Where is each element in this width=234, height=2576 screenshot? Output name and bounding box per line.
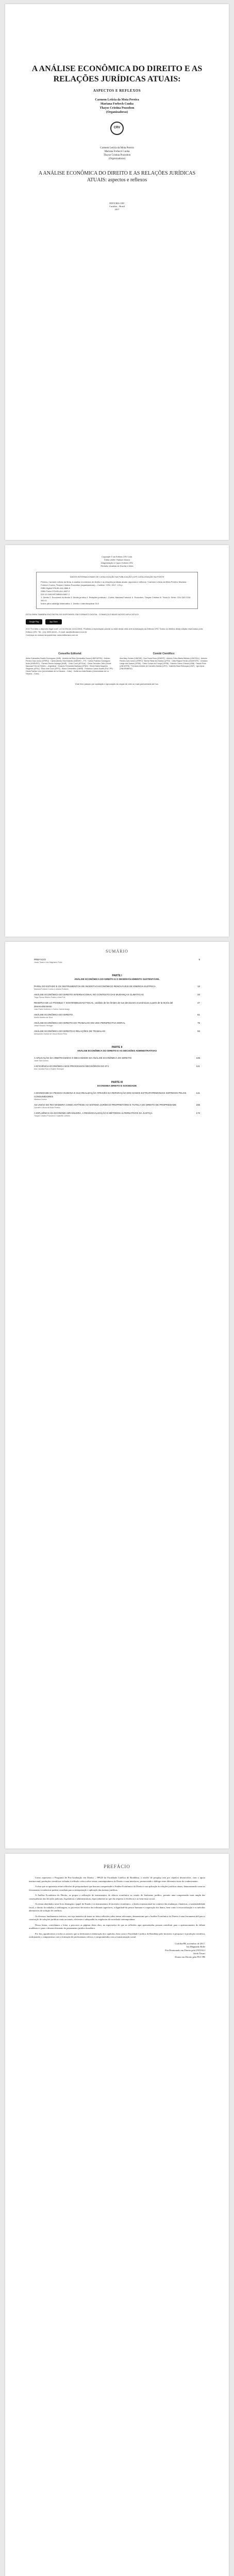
council-members: Aldira Guimarães Duarte Domínguez (UNB) · Andréia da Silva Quintanilha Sousa (UNIR/UFRN) · Antônio Pereira Gaio Júnior (UFRRJ) · Carlos Alberto Vilar Estêvão (UMINHO – PT) · Carlos Federico Dominguez Avila (UNIEURO) · Carmen Tereza Velanga (UNIR) · Celso Conti (UFSCar) · Cesar Gerónimo Tello (Univer. Nacional Três de Febrero – Argentina) · Eduardo Fernandes Barbosa (UFMG) · Elione Maria Nogueira Diogenes (UFAL) · Élsio José Corá (UFFS) · Elizeu Clementino (UNEB) · Francisco Carlos Duarte (PUC-PR) · Gloria Fariñas León (Universidade de La Havana – Cuba) · Guillermo Arias Beatón (Universidade de La Havana – Cuba)	[26, 657, 114, 675]
store-badges	[26, 619, 208, 624]
copyright-block	[26, 555, 208, 568]
entry-page: 105	[196, 1057, 200, 1059]
entry-page: 61	[197, 1013, 200, 1016]
signature-line: Jacob Tiwari	[193, 1952, 205, 1955]
entry-page: 173	[196, 1112, 200, 1114]
entry-page: 141	[196, 1092, 200, 1094]
entry-authors: Mariana Gomes	[34, 1098, 47, 1100]
signature-line: Isis Magnardo Robe	[186, 1945, 205, 1948]
entry-title: A DIGNIDADE DA PESSOA HUMANA E SUA REALIZAÇÃO ATRAVÉS DA REPARAÇÃO DOS DANOS EXTRAPATRIMONIAIS SOFRIDOS PELOS CONSUMIDORES	[34, 1092, 187, 1098]
summary-entry	[34, 1056, 200, 1062]
preface-paragraph: Os diversos fundamentos teóricos, em cuja tentativa de trazer ao leitor reflexões sobre temas relevantes, demonstram que a Análise Econômica do Direito é uma ferramenta útil para a construção de soluções jurídicas mais racionais, eficientes e adequadas às exigências da sociedade contemporânea.	[29, 1914, 205, 1921]
editor-name: Thayse Cristina Pozzobon	[99, 107, 135, 110]
copyright-line: Diagramação e Capa: Editora CRV	[101, 562, 133, 564]
entry-title: ANÁLISE ECONÔMICA DO DIREITO	[34, 1013, 73, 1016]
book-subtitle: ASPECTOS E REFLEXOS	[93, 89, 141, 93]
entry-row[interactable]	[34, 1091, 200, 1098]
summary-entry	[34, 1111, 200, 1117]
copyright-line: Revisão: Analista de Escrita e Artes	[101, 565, 133, 567]
entry-authors: Tiago Penna Ribeiro Prates e Ariel Poli	[34, 996, 65, 998]
entry-row[interactable]	[34, 1001, 200, 1008]
preface-paragraph: A Análise Econômica do Direito, ao propor a utilização de instrumentos da ciência econômica no estudo do fenômeno jurídico, permite uma compreensão mais ampla das consequências das decisões judiciais, legislativas e administrativas, especialmente no que diz respeito à eficiência e ao bem-estar social.	[29, 1894, 205, 1900]
preface-paragraph: Dessa forma, convidamos o leitor a percorrer as páginas desta obra, na expectativa de que as reflexões aqui apresentadas possam contribuir para o aprimoramento do debate acadêmico e para o desenvolvimento do pensamento jurídico brasileiro.	[29, 1923, 205, 1929]
summary-entry	[34, 1103, 200, 1109]
summary-entry	[34, 1064, 200, 1071]
entry-row[interactable]	[34, 1029, 200, 1033]
cip-text: Pereira, Carmem Letícia da Mota. A análise econômica do direito e as relações jurídicas atuais: aspectos e reflexos / Carmem Letícia da Mota Pereira, Mariana Forbech Cunha, Thayse Cristina Pozzobon (organizadoras) – Curitiba : CRV, 2017. 176 p.	[41, 581, 187, 586]
entry-title: A APLICAÇÃO DA ARBITRAGEM E O MECANISMO DA ANÁLISE ECONÔMICA DO DIREITO	[34, 1057, 131, 1059]
signature-line: Pós-Doutorando em Direito pela UNIVALI	[165, 1948, 205, 1952]
entry-page: 47	[197, 1002, 200, 1004]
entry-row[interactable]	[34, 1013, 200, 1016]
entry-page: 13	[197, 985, 200, 988]
part-label: PARTE II	[111, 1046, 123, 1049]
editor-name: Carmem Letícia da Mota Pereira	[95, 98, 139, 101]
entry-row[interactable]	[34, 985, 200, 988]
editor-role: (Organizadoras)	[106, 111, 128, 114]
signature-line: Curitiba/PR, novembro de 2017.	[175, 1942, 205, 1945]
publisher-logo	[110, 122, 124, 135]
cover-editors	[5, 98, 229, 114]
entry-title: A EFICIÊNCIA ECONÔMICA NOS PROCESSOS DECISÓRIOS DO STJ	[34, 1065, 109, 1067]
summary-title: SUMÁRIO	[106, 949, 128, 954]
entry-authors: Ana Carolina Ruiz e Duarte Henrique	[34, 1068, 64, 1070]
cip-box	[36, 572, 198, 609]
entry-row[interactable]	[34, 1103, 200, 1107]
isbn-line: ISBN Digital 978-85-444-1866-5	[41, 587, 70, 589]
entry-authors: Jessé Honorio Heringer	[34, 1025, 53, 1027]
site-text: Conheça os nossos lançamentos: www.editoracrv.com.br	[26, 634, 78, 636]
entry-page: 121	[196, 1065, 200, 1067]
entry-title: PAPEL DO ESTADO E OS INSTRUMENTOS DE INCENTIVO ECONÔMICO RENOVÁVEIS DE ENERGIA ELÉTRICA	[34, 985, 156, 988]
preface-paragraph: Por fim, agradecemos a todos os autores que se dedicaram à elaboração dos capítulos, bem como à Faculdade Católica de Rondônia pelo incentivo à pesquisa e à produção científica, reafirmando o compromisso com a formação de profissionais críticos e comprometidos com a transformação social.	[29, 1932, 205, 1938]
book-title: A ANÁLISE ECONÔMICA DO DIREITO E AS RELAÇÕES JURÍDICAS ATUAIS:	[31, 64, 203, 83]
cip-header: DADOS INTERNACIONAIS DE CATALOGAÇÃO NA PUBLICAÇÃO (CIP) CATALOGAÇÃO NA FONTE	[70, 575, 164, 578]
entry-page: 75	[197, 1022, 200, 1024]
part-name: ECONOMIA DIREITO E SOCIEDADE	[97, 1084, 137, 1087]
editorial-council	[26, 652, 114, 675]
isbn-line: ISBN Físico 978-85-444-1867-2	[41, 590, 70, 592]
part-name: ANÁLISE ECONÔMICA DO DIREITO E AS DECISÕES ADMINISTRATIVAS	[77, 1049, 157, 1052]
entry-row[interactable]	[34, 958, 200, 961]
committee-title: Comitê Científico:	[153, 652, 175, 655]
preface-signature	[29, 1942, 205, 1959]
preface-page	[5, 1854, 229, 2576]
preface-paragraph: Os temas abordados neste livro abrangem o papel do Estado e os instrumentos de incentivo econômico, o direito internacional no contexto das mudanças climáticas, a sustentabilidade fiscal, o direito do trabalho, a arbitragem, os processos decisórios dos tribunais superiores, a dignidade da pessoa humana e a reparação dos danos, bem como a ressocialização e os métodos alternativos de solução de conflitos.	[29, 1903, 205, 1912]
entry-row[interactable]	[34, 1111, 200, 1115]
entry-authors: Jacob Tiwari e Isis Magnardo Robe	[34, 961, 62, 963]
google-play-badge[interactable]: Google Play	[26, 619, 42, 624]
peer-review-note: Este livro passou por avaliação e aprovação às cegas de dois ou mais pareceristas ad hoc.	[75, 683, 159, 685]
summary-entry	[34, 1091, 200, 1101]
cip-subjects: 1. Direito 2. Economia do direito 3. Direito jurídico 4. Relações jurídicas I. Cunha, Mariana Forbech. II. Pozzobon, Thayse Cristina III. Título IV. Série. CDU 340 CDD 340.11	[41, 596, 191, 602]
entry-row[interactable]	[34, 993, 200, 996]
entry-title: RESERVA DE LO POSIBLE Y SOSTENIBILIDAD FISCAL: análisis de los límites de sus decisiones económicas a partir de la teoría del desenvolvimiento	[34, 1002, 173, 1008]
publisher-info	[5, 202, 229, 211]
entry-row[interactable]	[34, 1064, 200, 1068]
copyright-line: Editor-chefe: Railson Moura	[104, 558, 130, 561]
summary-entry	[34, 1029, 200, 1036]
preface-paragraph: Como representa o Programa de Pós-Graduação em Direito – PPGD da Faculdade Católica de Rondônia, o núcleo de pesquisa tem por objetivo desenvolver, com o apoio institucional, produções científicas voltadas à reflexão crítica sobre temas contemporâneos do Direito e suas interfaces, promovendo o diálogo entre diferentes áreas do conhecimento.	[29, 1876, 205, 1883]
entry-title: ANÁLISE ECONÔMICA DO DIREITO E RELAÇÕES DE TRABALHO	[34, 1030, 106, 1032]
publisher-city: Curitiba – Brasil	[109, 205, 125, 208]
summary-page	[5, 942, 229, 1849]
summary-entry	[34, 958, 200, 964]
entry-authors: Adolfo Martins da Silva	[34, 1016, 53, 1019]
publisher-year: 2017	[114, 208, 120, 211]
part-label: PARTE III	[111, 1081, 123, 1084]
summary-entry	[34, 985, 200, 991]
entry-title: ANÁLISE ECONÔMICA DO DIREITO INTERNACIONAL NO CONTEXTO DAS MUDANÇAS CLIMÁTICAS	[34, 993, 144, 996]
council-title: Conselho Editorial:	[58, 652, 82, 655]
entry-page: 9	[198, 958, 200, 961]
inner-editors	[5, 146, 229, 161]
editor-name: Carmem Letícia da Mota Pereira	[100, 147, 134, 149]
publisher-logo-text: CRV	[113, 126, 121, 129]
preface-title: PREFÁCIO	[104, 1864, 130, 1869]
inner-title: A ANÁLISE ECONÔMICA DO DIREITO E AS RELAÇÕES JURÍDICAS ATUAIS: aspectos e reflexos	[38, 171, 196, 183]
cover-page	[5, 4, 229, 540]
summary-entry	[34, 993, 200, 999]
council-section	[26, 652, 208, 675]
entry-authors: Juan Pablo Gutiérrez e Carlos Cabral Araújo	[34, 1008, 70, 1010]
entry-title: ANÁLISE ECONÔMICA DO DIREITO DO TRABALHO EM UMA PERSPECTIVA MORAL	[34, 1022, 126, 1024]
entry-title: A INFLUÊNCIA DA ECONOMIA BRASILEIRA, A RESSOCIALIZAÇÃO E MÉTODOS ALTERNATIVOS DA JUSTIÇA	[34, 1112, 153, 1114]
digital-notice: ESTA OBRA TAMBÉM ENCONTRA-SE DISPONÍVEL EM FORMATO DIGITAL. CONHEÇA E BAIXE NOSSO APLICATIVO!	[26, 613, 139, 616]
entry-page: 155	[196, 1104, 200, 1106]
entry-page: 33	[197, 993, 200, 996]
preface-body	[29, 1876, 205, 1939]
entry-row[interactable]	[34, 1021, 200, 1025]
entry-authors: Alessandra Santos de Jesus Moura Pinto	[34, 1033, 68, 1035]
doi-line: DOI 10.24824/978854441867.2	[41, 593, 70, 596]
scientific-committee	[120, 652, 208, 675]
part-name: ANÁLISE ECONÔMICA DO DIREITO E O DESENVOLVIMENTO SUSTENTÁVEL	[74, 978, 160, 980]
part-label: PARTE I	[112, 974, 122, 977]
app-store-badge[interactable]: App Store	[45, 619, 62, 624]
entry-authors: Mariana Forbech Cunha e Juliana Forbech	[34, 988, 69, 990]
cip-index: Índice para catálogo sistemático 1. Direito e interdisciplinar 34.0	[41, 602, 99, 605]
summary-entry	[34, 1013, 200, 1019]
entry-authors: Thayse Cristina Pozzobon e Isabelle Lofrano	[34, 1115, 70, 1117]
summary-entry	[34, 1001, 200, 1011]
entry-page: 93	[197, 1030, 200, 1032]
summary-body	[34, 958, 200, 1117]
catalog-page	[5, 545, 229, 937]
entry-authors: Carmem Letícia da Mota Pereira	[34, 1107, 60, 1109]
entry-authors: Janer Sali Gomes	[34, 1060, 48, 1062]
committee-members: Ana Mary Gomes (UNIPAR) · Ana Paula Rosa (UNIESP) · Antônio Celso Baeta Minhoto (UNICSUL) · Antonio Pereira Gaio Júnior (UFRRJ) · Brena Ribas dos Santos (UFRJ) · Célia Regina Ferrari (UNIOESTE) · Cristiano Lange dos Santos (UFSM) · Fábio Gomes de França (UFRN) · Fabricio Carlos Chiossi (UNB) · Fausto Pinto (UNIVATES) · Fernando Antônio de Carvalho Dantas (UFG) · Gabriela Maia Rebouças (UNIT) · Igor Ajouz (UNIGRANRIO)	[120, 657, 208, 670]
preface-paragraph: A obra que se apresenta reúne reflexões de pesquisadores que buscam compreender a Análise Econômica do Direito e sua aplicação às relações jurídicas atuais, demonstrando como as ferramentas econômicas podem contribuir para a interpretação e aplicação das normas jurídicas.	[29, 1885, 205, 1891]
rights-text: 2017 Foi feito o depósito legal conf. Lei 10.994 de 14/12/2004. Proibida a reprodução parcial ou total desta obra sem autorização da Editora CRV. Todos os direitos desta edição reservados pela: Editora CRV. Tel.: (41) 3039-6418 – E-mail: sac@editoracrv.com.br	[26, 628, 203, 633]
copyright-line: Copyright © da Editora CRV Ltda.	[101, 555, 132, 558]
entry-title: PREFÁCIO	[34, 958, 46, 961]
editor-name: Mariana Forbech Cunha	[100, 103, 133, 106]
signature-line: Doutor em Direito pela PUC-PR	[175, 1955, 205, 1958]
summary-entry	[34, 1021, 200, 1027]
editor-name: Thayse Cristina Pozzobon	[103, 154, 131, 157]
publisher-name: EDITORA CRV	[109, 202, 125, 205]
entry-row[interactable]	[34, 1056, 200, 1060]
entry-title: AS UNIÃO DO RIO MADEIRA COMO ANTÍTESE AO SISTEMA JURÍDICO-PROPRIETÁRIO E TUTELA DO DIREITO DE PROPRIEDADE	[34, 1104, 177, 1106]
editor-role: (Organizadoras)	[108, 158, 126, 160]
editor-name: Mariana Forbech Cunha	[104, 150, 130, 153]
